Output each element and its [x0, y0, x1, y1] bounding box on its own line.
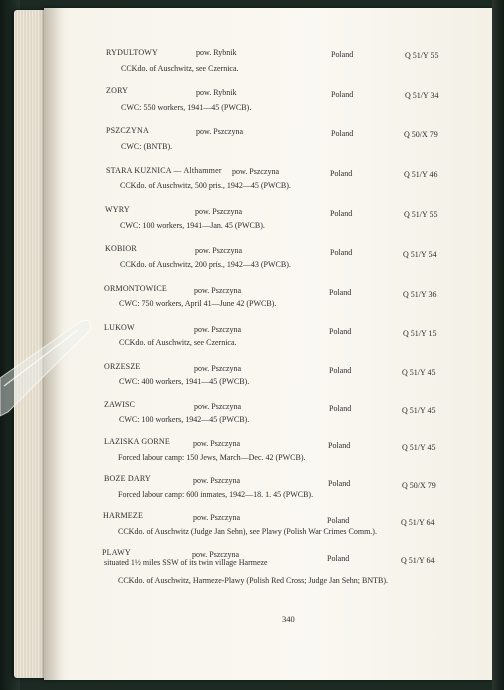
country: Poland [331, 129, 354, 138]
district: pow. Pszczyna [194, 402, 242, 411]
place-name: HARMEZE [103, 511, 144, 520]
country: Poland [329, 404, 352, 413]
district: pow. Pszczyna [232, 167, 280, 176]
grid-reference: Q 51/Y 36 [403, 290, 437, 299]
place-name: WYRY [105, 205, 130, 214]
grid-reference: Q 51/Y 45 [402, 443, 436, 452]
district: pow. Pszczyna [193, 439, 241, 448]
place-name: ORMONTOWICE [104, 284, 167, 293]
grid-reference: Q 51/Y 64 [401, 556, 435, 565]
district: pow. Pszczyna [194, 286, 242, 295]
entry-detail: CWC: 550 workers, 1941—45 (PWCB). [121, 103, 252, 112]
grid-reference: Q 51/Y 34 [405, 91, 439, 100]
district: pow. Pszczyna [193, 513, 241, 522]
place-name: RYDULTOWY [106, 48, 159, 57]
grid-reference: Q 51/Y 64 [401, 518, 435, 527]
grid-reference: Q 50/X 79 [402, 481, 436, 490]
entry-detail: CCKdo. of Auschwitz, see Czernica. [121, 64, 239, 73]
place-name: KOBIOR [105, 244, 137, 253]
district: pow. Pszczyna [194, 364, 242, 373]
country: Poland [328, 479, 351, 488]
country: Poland [327, 516, 350, 525]
entry-detail: CCKdo. of Auschwitz, Harmeze-Plawy (Polish Red Cross; Judge Jan Sehn; BNTB). [118, 576, 388, 585]
grid-reference: Q 51/Y 54 [403, 250, 437, 259]
district: pow. Pszczyna [193, 476, 241, 485]
place-name: LUKOW [104, 323, 135, 332]
place-name: PLAWY [102, 548, 131, 557]
district: pow. Pszczyna [192, 550, 240, 559]
grid-reference: Q 51/Y 55 [404, 210, 438, 219]
place-name: STARA KUZNICA — Althammer [106, 166, 222, 175]
entry-detail: CWC: 750 workers, April 41—June 42 (PWCB). [119, 299, 277, 308]
grid-reference: Q 50/X 79 [404, 130, 438, 139]
district: pow. Pszczyna [195, 207, 243, 216]
entry-detail: CCKdo. of Auschwitz, 200 pris., 1942—43 (PWCB). [120, 260, 291, 269]
grid-reference: Q 51/Y 45 [402, 368, 436, 377]
country: Poland [330, 169, 353, 178]
country: Poland [329, 327, 352, 336]
place-name: BOZE DARY [104, 474, 151, 483]
place-name: ZAWISC [104, 400, 136, 409]
grid-reference: Q 51/Y 46 [404, 170, 438, 179]
grid-reference: Q 51/Y 15 [403, 329, 437, 338]
entry-subline: situated 1½ miles SSW of its twin village Harmeze [104, 558, 268, 567]
grid-reference: Q 51/Y 55 [405, 51, 439, 60]
entry-detail: CCKdo. of Auschwitz, see Czernica. [119, 338, 237, 347]
district: pow. Rybnik [196, 48, 237, 57]
country: Poland [329, 288, 352, 297]
entry-detail: CWC: 400 workers, 1941—45 (PWCB). [119, 377, 250, 386]
entry-detail: CWC: (BNTB). [121, 142, 173, 151]
country: Poland [327, 554, 350, 563]
grid-reference: Q 51/Y 45 [402, 406, 436, 415]
district: pow. Pszczyna [195, 246, 243, 255]
country: Poland [330, 248, 353, 257]
country: Poland [329, 366, 352, 375]
place-name: ORZESZE [104, 362, 141, 371]
entry-detail: CWC: 100 workers, 1942—45 (PWCB). [119, 415, 250, 424]
country: Poland [331, 50, 354, 59]
entry-detail: CCKdo. of Auschwitz (Judge Jan Sehn), see Plawy (Polish War Crimes Comm.). [118, 527, 377, 536]
country: Poland [330, 209, 353, 218]
place-name: ZORY [106, 86, 129, 95]
right-backdrop [492, 0, 504, 690]
district: pow. Rybnik [196, 88, 237, 97]
district: pow. Pszczyna [194, 325, 242, 334]
entry-detail: CCKdo. of Auschwitz, 500 pris., 1942—45 (PWCB). [120, 181, 291, 190]
page-number: 340 [282, 614, 295, 624]
district: pow. Pszczyna [196, 127, 244, 136]
place-name: LAZISKA GORNE [104, 437, 170, 446]
entry-detail: Forced labour camp: 600 inmates, 1942—18. 1. 45 (PWCB). [118, 490, 314, 499]
place-name: PSZCZYNA [106, 126, 149, 135]
country: Poland [328, 441, 351, 450]
entry-detail: CWC: 100 workers, 1941—Jan. 45 (PWCB). [120, 221, 265, 230]
transparent-ruler [0, 300, 100, 420]
entry-detail: Forced labour camp: 150 Jews, March—Dec. 42 (PWCB). [118, 453, 306, 462]
country: Poland [331, 90, 354, 99]
